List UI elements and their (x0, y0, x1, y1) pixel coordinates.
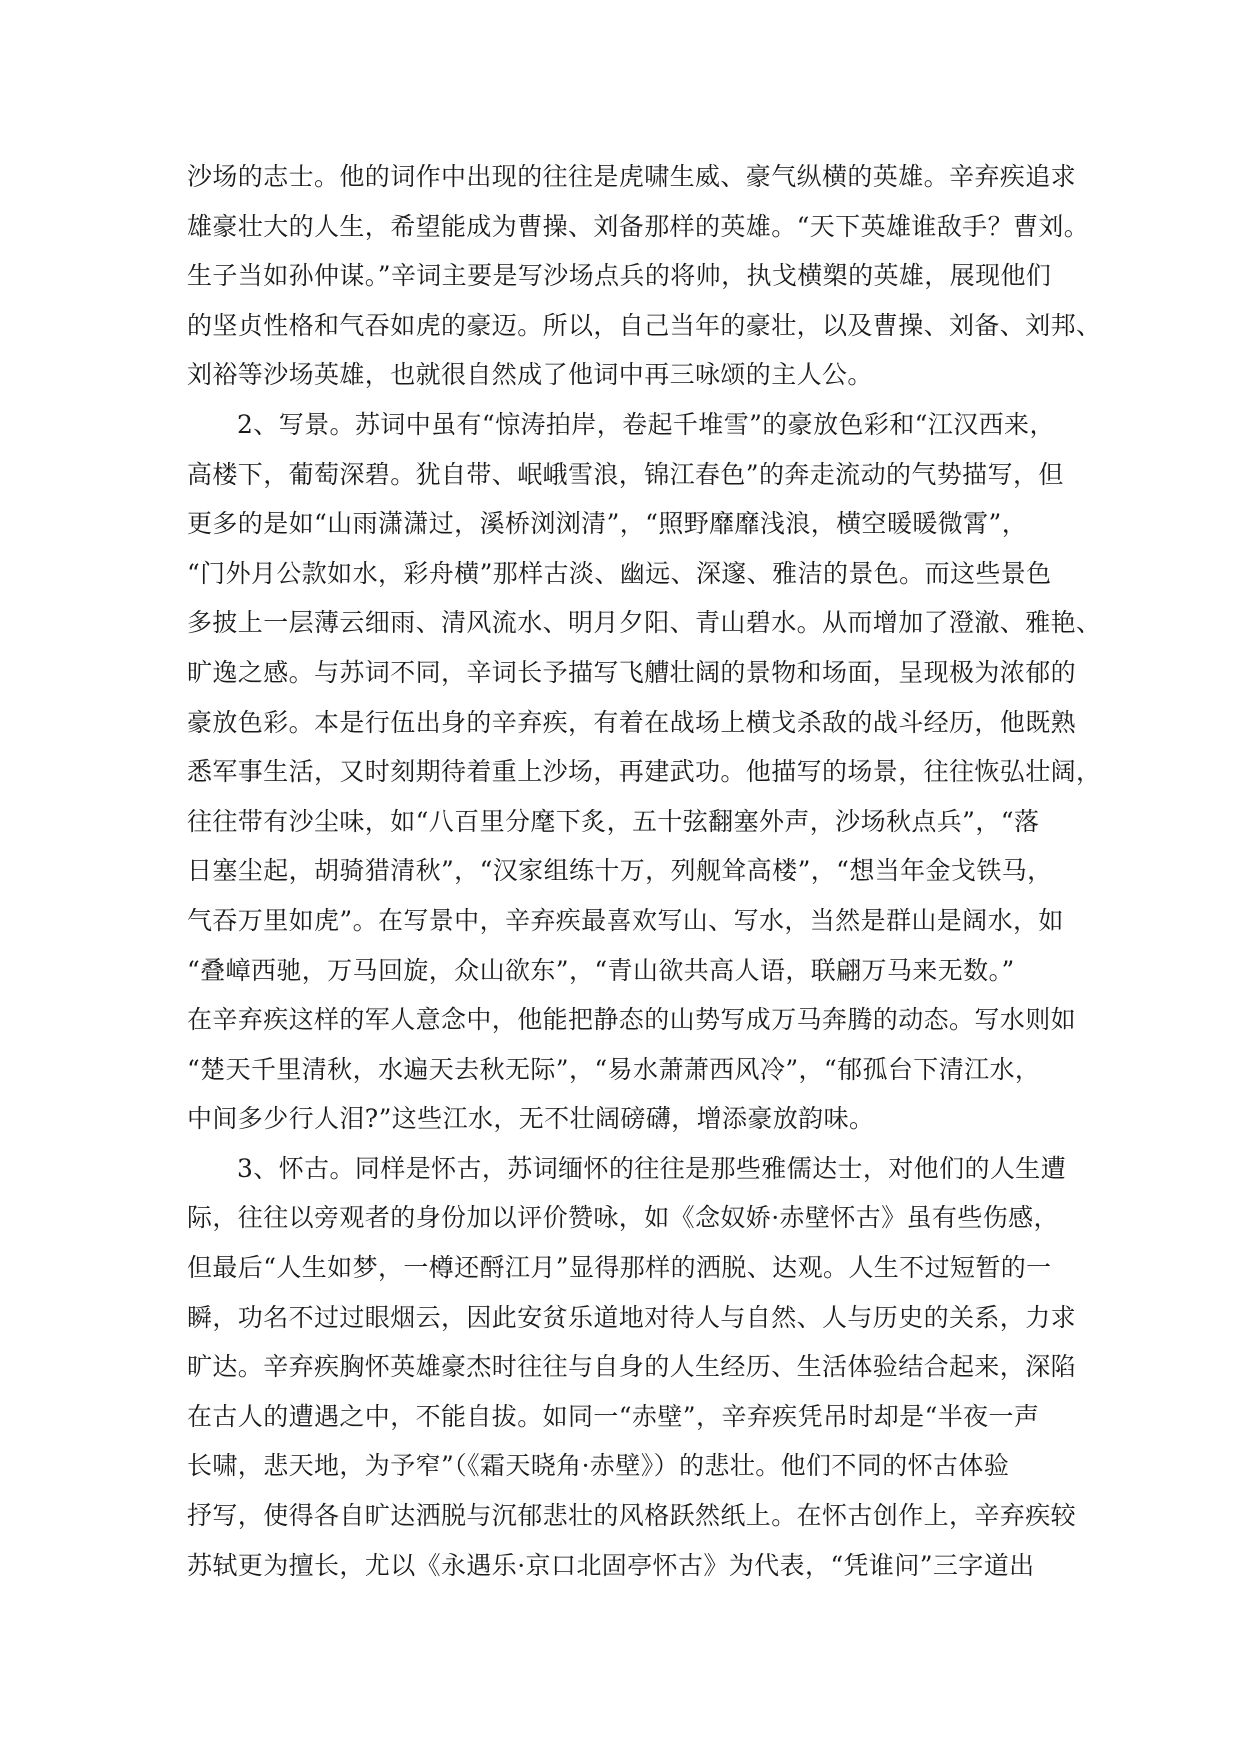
text-line: 雄豪壮大的人生，希望能成为曹操、刘备那样的英雄。“天下英雄谁敌手？曹刘。 (187, 211, 1090, 241)
text-line: 苏轼更为擅长，尤以《永遇乐·京口北固亭怀古》为代表，“凭谁问”三字道出 (187, 1550, 1035, 1580)
paragraph-first-line: 2、写景。苏词中虽有“惊涛拍岸，卷起千堆雪”的豪放色彩和“江汉西来， (237, 409, 1055, 439)
text-line: 旷逸之感。与苏词不同，辛词长予描写飞艚壮阔的景物和场面，呈现极为浓郁的 (187, 657, 1077, 687)
text-line: 在古人的遭遇之中，不能自拔。如同一“赤壁”，辛弃疾凭吊时却是“半夜一声 (187, 1401, 1040, 1431)
document-body (187, 152, 1102, 1590)
text-line: 瞬，功名不过过眼烟云，因此安贫乐道地对待人与自然、人与历史的关系，力求 (187, 1302, 1077, 1332)
text-line: 际，往往以旁观者的身份加以评价赞咏，如《念奴娇·赤壁怀古》虽有些伤感， (187, 1203, 1059, 1233)
text-line: 但最后“人生如梦，一樽还酹江月”显得那样的洒脱、达观。人生不过短暂的一 (187, 1253, 1052, 1283)
text-line: 长啸，悲天地，为予窄”（《霜天晓角·赤壁》）的悲壮。他们不同的怀古体验 (187, 1451, 1010, 1481)
text-line: 日塞尘起，胡骑猎清秋”，“汉家组练十万，列舰耸高楼”，“想当年金戈铁马， (187, 856, 1053, 886)
text-line: 的坚贞性格和气吞如虎的豪迈。所以，自己当年的豪壮，以及曹操、刘备、刘邦、 (187, 310, 1102, 340)
text-line: 气吞万里如虎”。在写景中，辛弃疾最喜欢写山、写水，当然是群山是阔水，如 (187, 905, 1064, 935)
text-line: 沙场的志士。他的词作中出现的往往是虎啸生威、豪气纵横的英雄。辛弃疾追求 (187, 162, 1077, 191)
text-line: 悉军事生活，又时刻期待着重上沙场，再建武功。他描写的场景，往往恢弘壮阔， (187, 757, 1102, 787)
text-line: 在辛弃疾这样的军人意念中，他能把静态的山势写成万马奔腾的动态。写水则如 (187, 1005, 1077, 1035)
text-line: 抒写，使得各自旷达洒脱与沉郁悲壮的风格跃然纸上。在怀古创作上，辛弃疾较 (187, 1501, 1077, 1531)
text-line: 豪放色彩。本是行伍出身的辛弃疾，有着在战场上横戈杀敌的战斗经历，他既熟 (187, 707, 1077, 737)
text-line: 多披上一层薄云细雨、清风流水、明月夕阳、青山碧水。从而增加了澄澈、雅艳、 (187, 608, 1102, 638)
text-line: 更多的是如“山雨潇潇过，溪桥浏浏清”，“照野靡靡浅浪，横空暖暖微霄”， (187, 509, 1028, 539)
text-line: 旷达。辛弃疾胸怀英雄豪杰时往往与自身的人生经历、生活体验结合起来，深陷 (187, 1352, 1077, 1382)
text-line: 生子当如孙仲谋。”辛词主要是写沙场点兵的将帅，执戈横槊的英雄，展现他们 (187, 261, 1052, 291)
text-line: “楚天千里清秋，水遍天去秋无际”，“易水萧萧西风冷”，“郁孤台下清江水， (187, 1054, 1041, 1084)
text-line: 往往带有沙尘味，如“八百里分麾下炙，五十弦翻塞外声，沙场秋点兵”，“落 (187, 806, 1040, 836)
text-line: “门外月公款如水，彩舟横”那样古淡、幽远、深邃、雅洁的景色。而这些景色 (187, 558, 1052, 588)
text-line: 中间多少行人泪?”这些江水，无不壮阔磅礴，增添豪放韵味。 (187, 1104, 875, 1134)
paragraph-first-line: 3、怀古。同样是怀古，苏词缅怀的往往是那些雅儒达士，对他们的人生遭 (237, 1153, 1067, 1183)
text-line: 高楼下，葡萄深碧。犹自带、岷峨雪浪，锦江春色”的奔走流动的气势描写，但 (187, 459, 1064, 489)
text-line: “叠嶂西驰，万马回旋，众山欲东”，“青山欲共高人语，联翩万马来无数。” (187, 955, 1015, 985)
text-line: 刘裕等沙场英雄，也就很自然成了他词中再三咏颂的主人公。 (187, 360, 873, 390)
